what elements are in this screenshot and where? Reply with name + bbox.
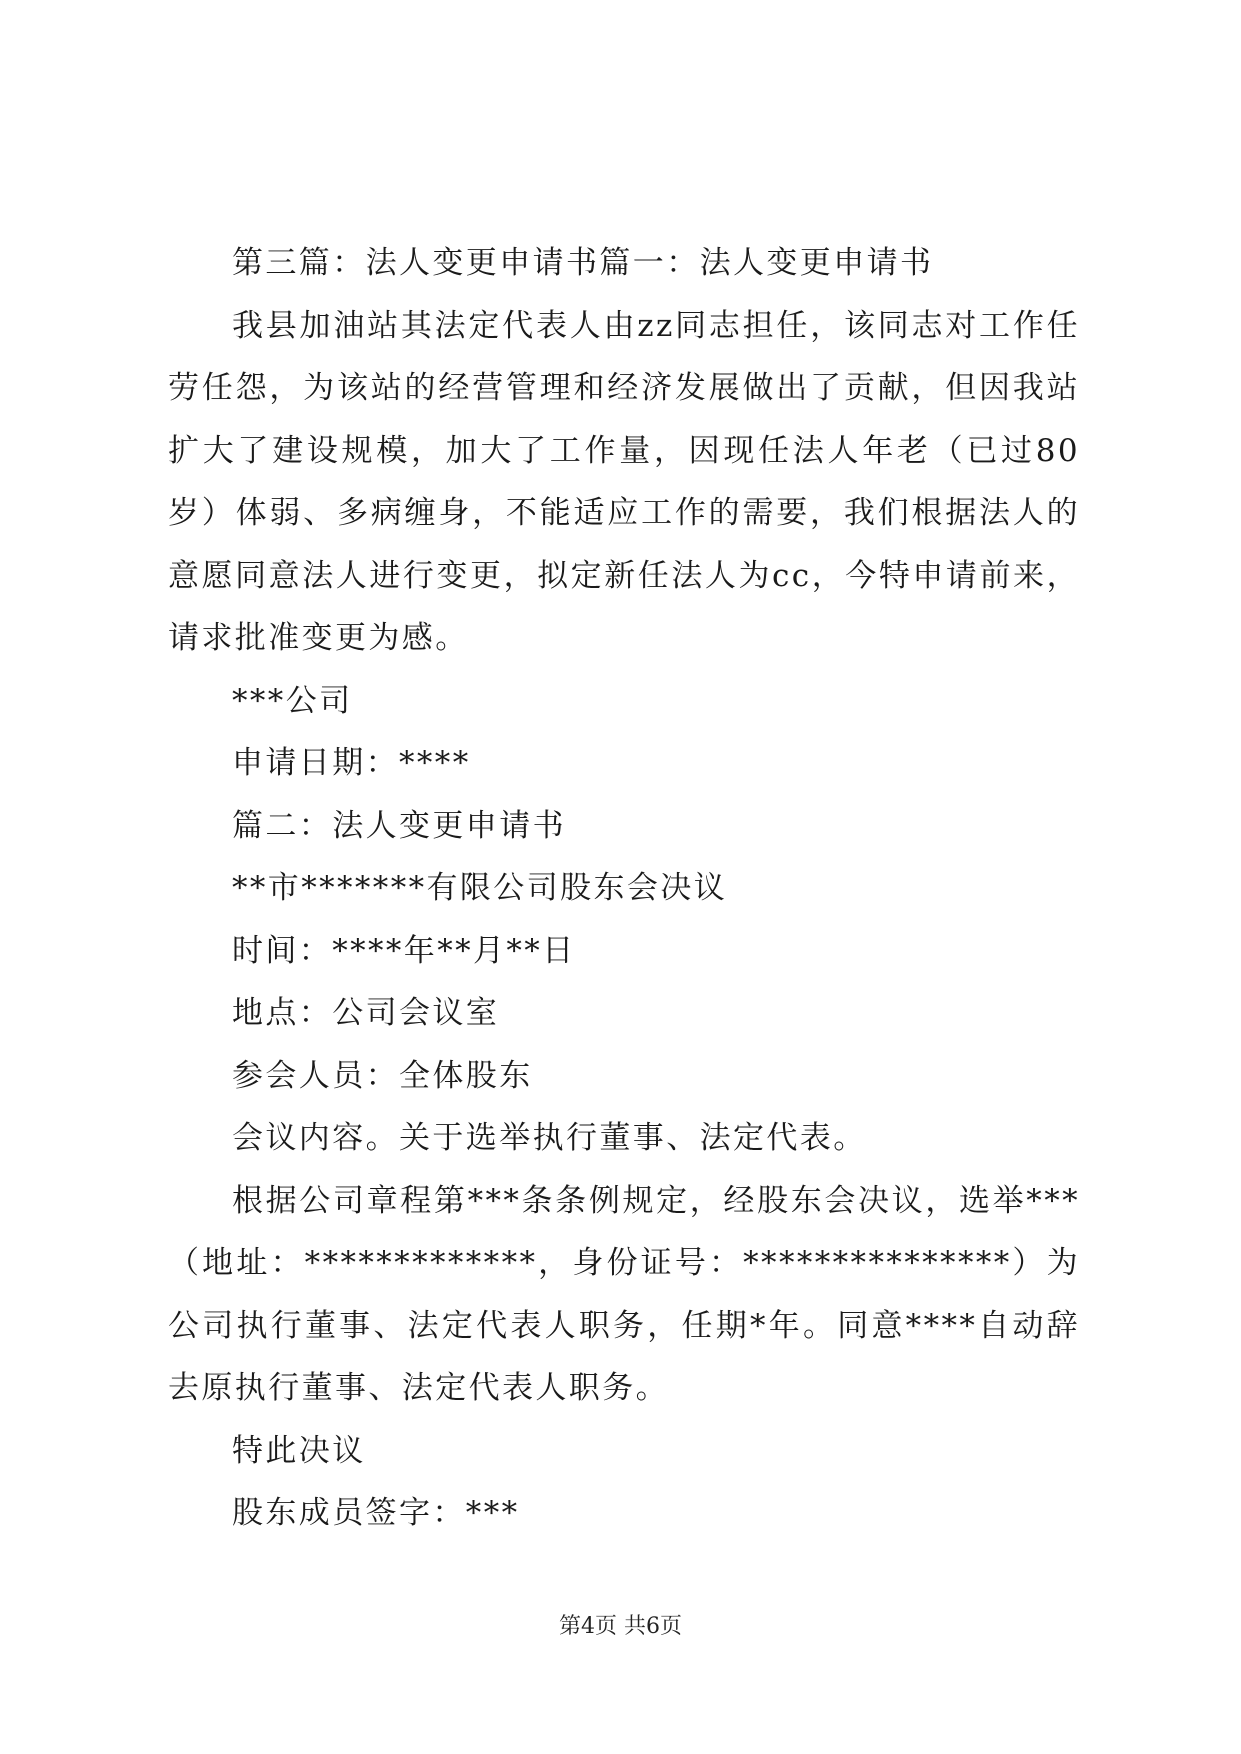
application-paragraph: 我县加油站其法定代表人由zz同志担任，该同志对工作任劳任怨，为该站的经营管理和经济发展做出了贡献，但因我站扩大了建设规模，加大了工作量，因现任法人年老（已过80岁）体弱、多病缠身，不能适应工作的需要，我们根据法人的意愿同意法人进行变更，拟定新任法人为cc，今特申请前来，请求批准变更为感。 [168, 307, 1080, 656]
resolution-paragraph: 根据公司章程第***条条例规定，经股东会决议，选举***（地址：*************，身份证号：***************）为公司执行董事、法定代表人职务，任期*年。同意****自动辞去原执行董事、法定代表人职务。 [168, 1182, 1080, 1406]
resolution-title: **市*******有限公司股东会决议 [232, 870, 728, 906]
meeting-content: 会议内容。关于选举执行董事、法定代表。 [232, 1120, 867, 1156]
document-body [168, 232, 1080, 1545]
application-date: 申请日期：**** [232, 745, 471, 781]
section-heading: 第三篇：法人变更申请书篇一：法人变更申请书 [232, 245, 934, 281]
meeting-attendees: 参会人员：全体股东 [232, 1057, 533, 1094]
section-two-heading: 篇二：法人变更申请书 [232, 807, 566, 844]
page-number-footer: 第4页 共6页 [559, 1614, 682, 1639]
meeting-location: 地点：公司会议室 [232, 995, 500, 1031]
shareholder-signature: 股东成员签字：*** [232, 1495, 520, 1531]
meeting-time: 时间：****年**月**日 [232, 932, 576, 969]
company-name: ***公司 [232, 682, 353, 719]
resolution-closing: 特此决议 [232, 1432, 366, 1469]
